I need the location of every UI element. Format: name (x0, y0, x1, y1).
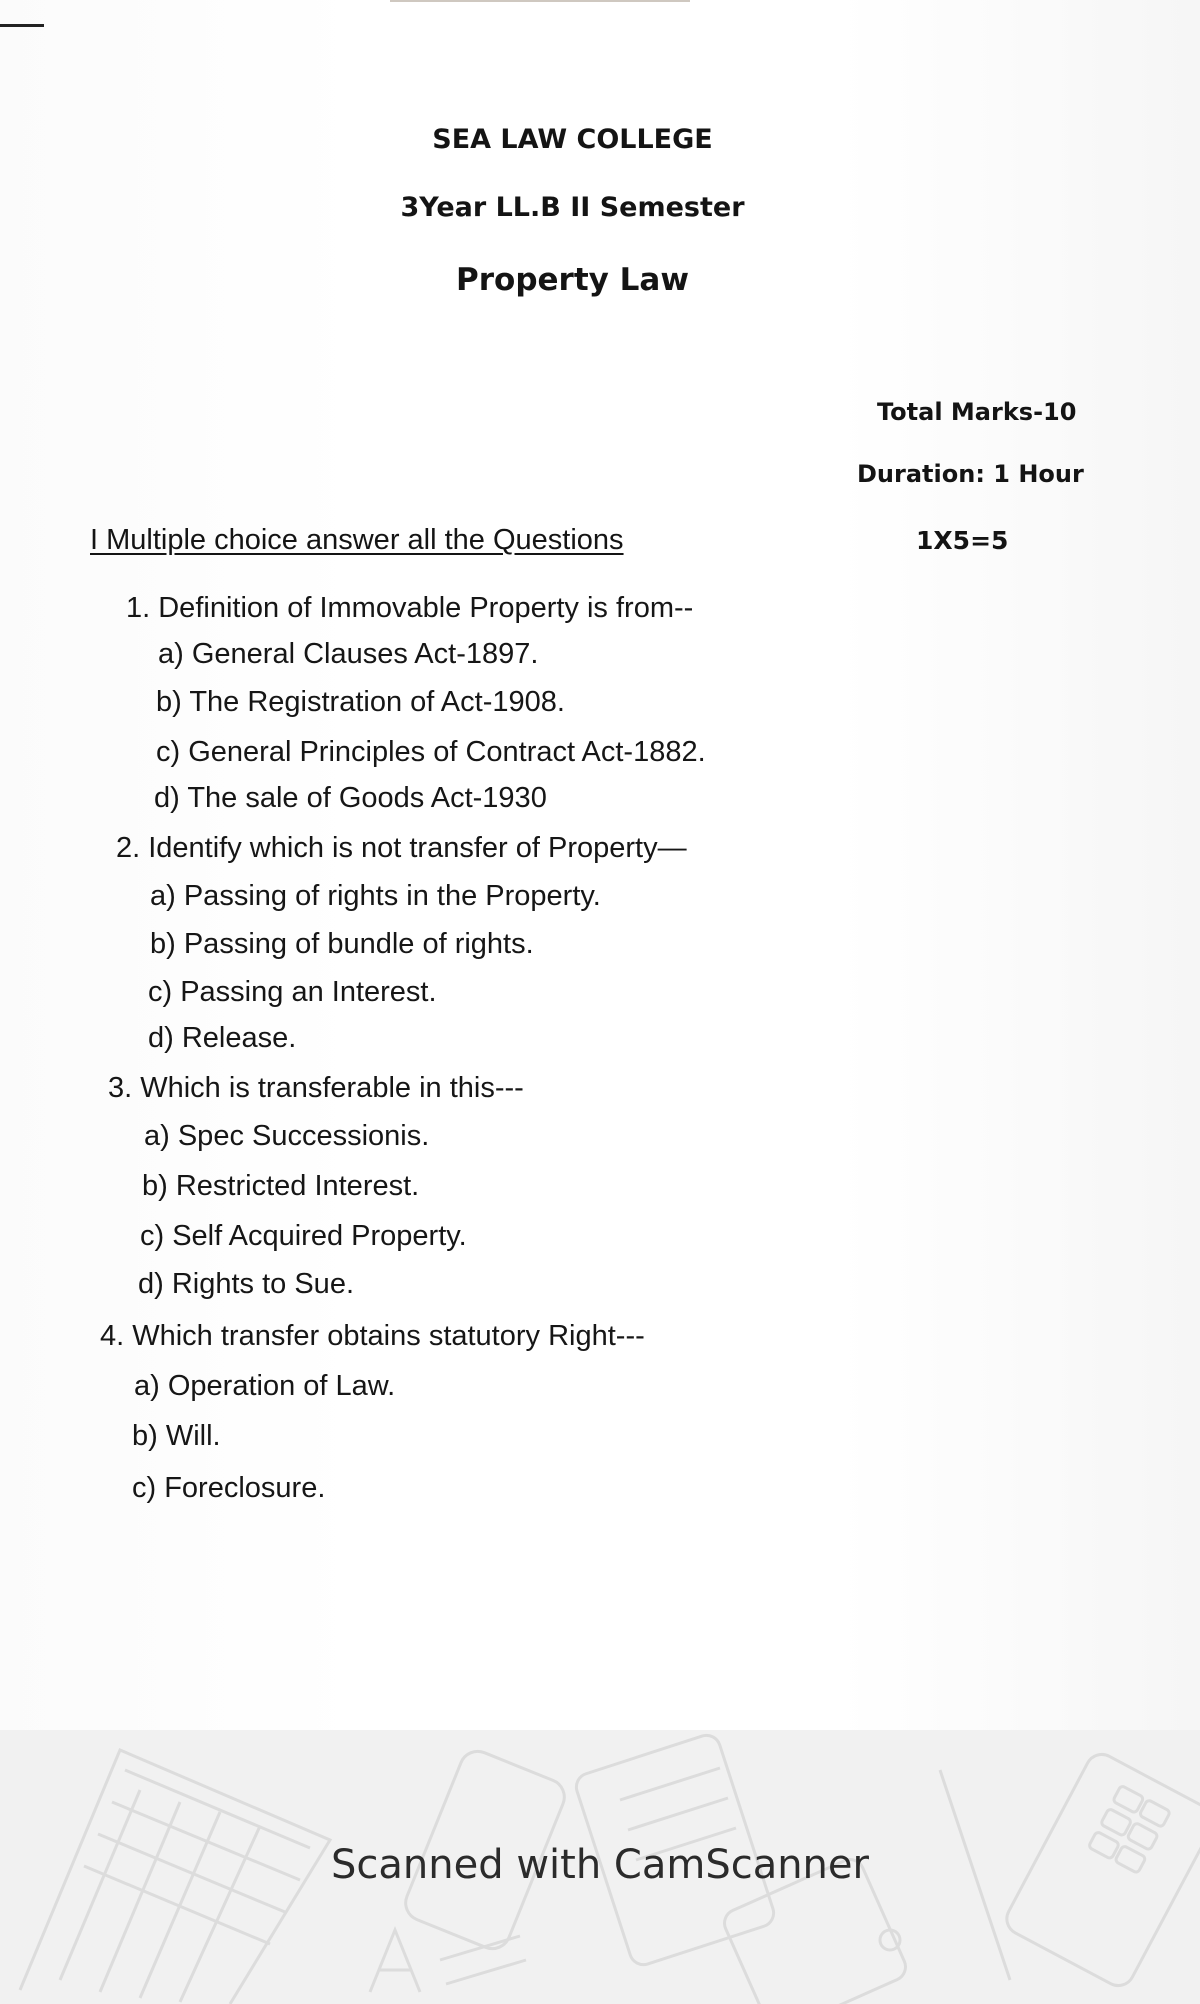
question-4-option-b: b) Will. (132, 1420, 221, 1452)
question-1-option-a: a) General Clauses Act-1897. (158, 638, 539, 670)
scan-edge-mark (0, 24, 44, 27)
question-1-option-d: d) The sale of Goods Act-1930 (154, 782, 547, 814)
question-1: 1. Definition of Immovable Property is from-- (126, 592, 694, 624)
question-4-option-c: c) Foreclosure. (132, 1472, 326, 1504)
question-1-option-b: b) The Registration of Act-1908. (156, 686, 565, 718)
scan-top-line (390, 0, 690, 2)
question-2-option-c: c) Passing an Interest. (148, 976, 437, 1008)
marks-scheme: 1X5=5 (916, 526, 1009, 555)
subject-title: Property Law (456, 262, 689, 298)
question-4: 4. Which transfer obtains statutory Right--- (100, 1320, 645, 1352)
question-3-option-a: a) Spec Successionis. (144, 1120, 430, 1152)
question-3-option-d: d) Rights to Sue. (138, 1268, 354, 1300)
question-2-option-a: a) Passing of rights in the Property. (150, 880, 601, 912)
question-3: 3. Which is transferable in this--- (108, 1072, 524, 1104)
question-3-option-c: c) Self Acquired Property. (140, 1220, 467, 1252)
college-name: SEA LAW COLLEGE (432, 124, 713, 155)
question-2-option-d: d) Release. (148, 1022, 297, 1054)
question-3-option-b: b) Restricted Interest. (142, 1170, 420, 1202)
exam-duration: Duration: 1 Hour (857, 460, 1084, 488)
question-2: 2. Identify which is not transfer of Property— (116, 832, 687, 864)
section-heading: I Multiple choice answer all the Questions (90, 524, 624, 556)
total-marks: Total Marks-10 (877, 398, 1077, 426)
question-4-option-a: a) Operation of Law. (134, 1370, 396, 1402)
camscanner-watermark-text: Scanned with CamScanner (331, 1842, 869, 1888)
question-2-option-b: b) Passing of bundle of rights. (150, 928, 534, 960)
question-1-option-c: c) General Principles of Contract Act-1882. (156, 736, 706, 768)
course-title: 3Year LL.B II Semester (400, 192, 745, 223)
